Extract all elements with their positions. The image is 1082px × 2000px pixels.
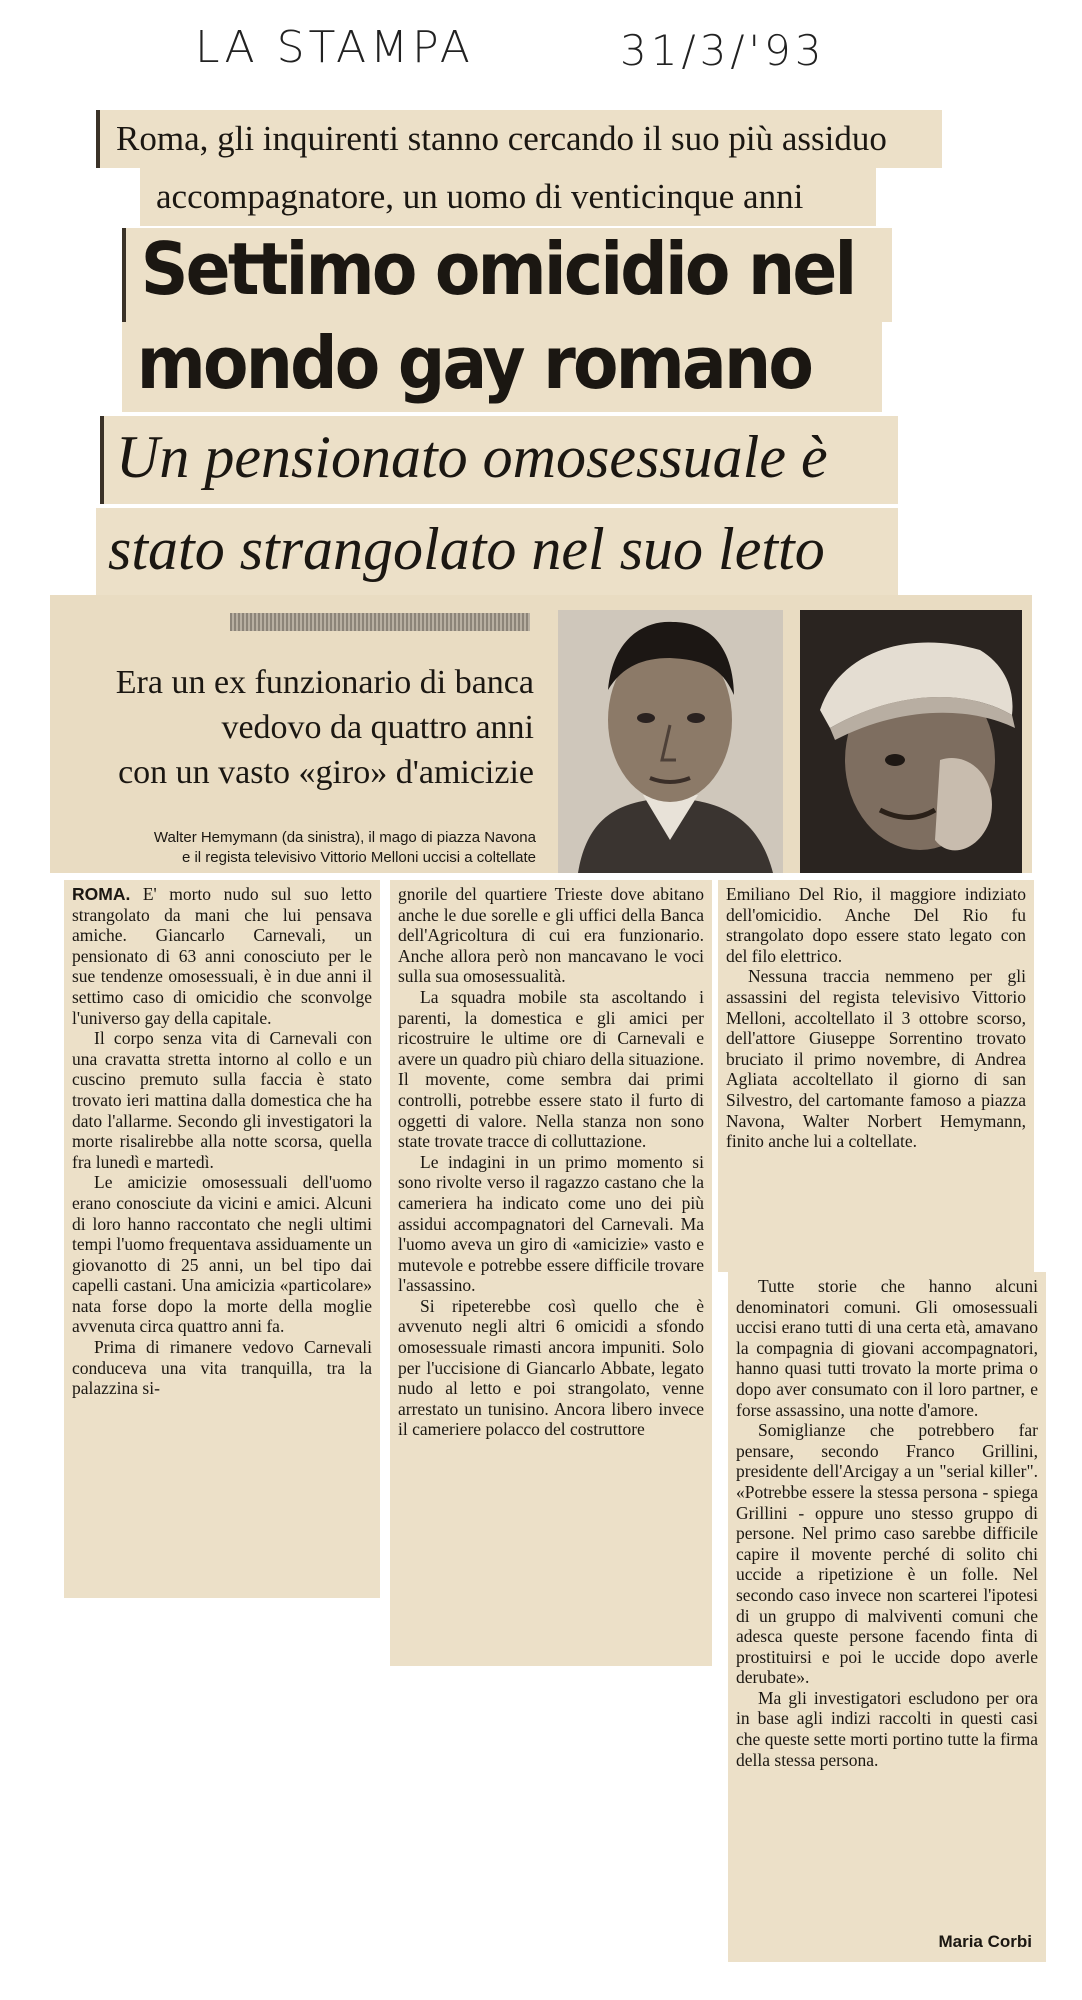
column-3-paragraph-1: Emiliano Del Rio, il maggiore indiziato dell'omicidio. Anche Del Rio fu strangolato dopo essere stato legato con del filo elettrico.: [726, 884, 1026, 966]
article-column-1: [64, 880, 380, 1598]
handwritten-newspaper-name: LA STAMPA: [195, 22, 474, 73]
headline-line-1-text: Settimo omicidio nel: [140, 228, 855, 311]
kicker-line-1-text: Roma, gli inquirenti stanno cercando il suo più assiduo: [116, 119, 887, 158]
caption-line-2: e il regista televisivo Vittorio Melloni uccisi a coltellate: [181, 849, 536, 866]
portrait-photo-melloni: [800, 610, 1022, 873]
kicker-line-1: [96, 110, 942, 168]
caption-line-1: Walter Hemymann (da sinistra), il mago di piazza Navona: [153, 829, 536, 846]
column-1-paragraph-1: E' morto nudo sul suo letto strangolato da mani che lui pensava amiche. Giancarlo Carnevali, un pensionato di 63 anni conosciuto per le sue tendenze omosessuali, è in due anni il settimo caso di omicidio che sconvolge l'universo gay della capitale.: [72, 884, 372, 1028]
byline: Maria Corbi: [938, 1932, 1032, 1951]
deck-line-2: vedovo da quattro anni: [221, 709, 534, 746]
column-3-paragraph-2: Nessuna traccia nemmeno per gli assassini del regista televisivo Vittorio Melloni, accoltellato il 3 ottobre scorso, dell'attore Giuseppe Sorrentino trovato bruciato il primo novembre, di Andrea Agliata accoltellato il giorno di san Silvestro, del cartomante famoso a piazza Navona, Walter Norbert Hemymann, finito anche lui a coltellate.: [726, 966, 1026, 1152]
deck-line-1: Era un ex funzionario di banca: [115, 664, 534, 701]
subheadline-line-2-text: stato strangolato nel suo letto: [108, 516, 825, 582]
column-2-paragraph-4: Si ripeterebbe così quello che è avvenuto negli altri 6 omicidi a sfondo omosessuale rimasti ancora impuniti. Solo per l'uccisione di Giancarlo Abbate, legato nudo al letto e poi strangolato, venne arrestato un tunisino. Ancora libero invece il cameriere polacco del costruttore: [398, 1295, 704, 1440]
headline-line-2-text: mondo gay romano: [136, 322, 812, 405]
photo-caption: [56, 828, 536, 868]
headline-line-1: [122, 228, 892, 322]
kicker-line-2-text: accompagnatore, un uomo di venticinque anni: [156, 177, 804, 216]
column-3-paragraph-5: Ma gli investigatori escludono per ora in base agli indizi raccolti in questi casi che queste sette morti portino tutte la firma della stessa persona.: [736, 1687, 1038, 1770]
decorative-rule: [230, 613, 530, 631]
subheadline-line-2: [96, 508, 898, 596]
portrait-hemymann-image: [558, 610, 783, 873]
column-3-paragraph-4: Somiglianze che potrebbero far pensare, secondo Franco Grillini, presidente dell'Arcigay a un "serial killer". «Potrebbe essere la stessa persona - spiega Grillini - oppure uno stesso gruppo di persone. Nel primo caso sarebbe difficile capire il movente perché di solito chi uccide a ripetizione è un folle. Nel secondo caso invece non scarterei l'ipotesi di un gruppo di malviventi comuni che adesca queste persone facendo finta di prostituirsi e poi le uccide dopo averle derubate».: [736, 1420, 1038, 1688]
kicker-line-2: [140, 168, 876, 226]
column-1-paragraph-2: Il corpo senza vita di Carnevali con una cravatta stretta intorno al collo e un cuscino premuto sulla faccia è stato trovato ieri mattina dalla domestica che ha dato l'allarme. Secondo gli investigatori la morte risalirebbe alla notte scorsa, quella fra lunedì e martedì.: [72, 1028, 372, 1172]
portrait-photo-hemymann: [558, 610, 783, 873]
portrait-melloni-image: [800, 610, 1022, 873]
column-1-paragraph-4: Prima di rimanere vedovo Carnevali conduceva una vita tranquilla, tra la palazzina si-: [72, 1337, 372, 1399]
article-column-3-bottom: [728, 1272, 1046, 1962]
deck-line-3: con un vasto «giro» d'amicizie: [118, 754, 534, 791]
article-column-2: [390, 880, 712, 1666]
subheadline-line-1: [100, 416, 898, 504]
column-3-paragraph-3: Tutte storie che hanno alcuni denominatori comuni. Gli omosessuali uccisi erano tutti di una certa età, amavano la compagnia di giovani accompagnatori, hanno quasi tutti trovato la morte prima o dopo aver consumato con il loro partner, e forse assassino, una notte d'amore.: [736, 1276, 1038, 1420]
dateline: ROMA.: [72, 884, 131, 904]
subheadline-line-1-text: Un pensionato omosessuale è: [116, 424, 828, 490]
article-column-3-top: [718, 880, 1034, 1272]
handwritten-date: 31/3/'93: [620, 26, 826, 75]
column-2-paragraph-3: Le indagini in un primo momento si sono rivolte verso il ragazzo castano che la cameriera ha indicato come uno dei più assidui accompagnatori del Carnevali. Ma l'uomo aveva un giro di «amicizie» vasto e mutevole e potrebbe essere difficile trovare l'assassino.: [398, 1151, 704, 1296]
column-2-paragraph-1: gnorile del quartiere Trieste dove abitano anche le due sorelle e gli uffici della Banca dell'Agricoltura di cui era funzionario. Anche allora però non mancavano le voci sulla sua omosessualità.: [398, 884, 704, 987]
column-2-paragraph-2: La squadra mobile sta ascoltando i parenti, la domestica e gli amici per ricostruire le ultime ore di Carnevali e avere un quadro più chiaro della situazione. Il movente, come sembra dai primi controlli, potrebbe essere stato il furto di oggetti di valore. Nella stanza non sono state trovate tracce di colluttazione.: [398, 986, 704, 1152]
deck: [56, 660, 534, 795]
column-1-paragraph-3: Le amicizie omosessuali dell'uomo erano conosciute da vicini e amici. Alcuni di loro hanno raccontato che negli ultimi tempi l'uomo frequentava assiduamente un giovanotto di 25 anni, un bel tipo dai capelli castani. Una amicizia «particolare» nata forse dopo la morte della moglie avvenuta circa quattro anni fa.: [72, 1172, 372, 1337]
headline-line-2: [122, 322, 882, 412]
